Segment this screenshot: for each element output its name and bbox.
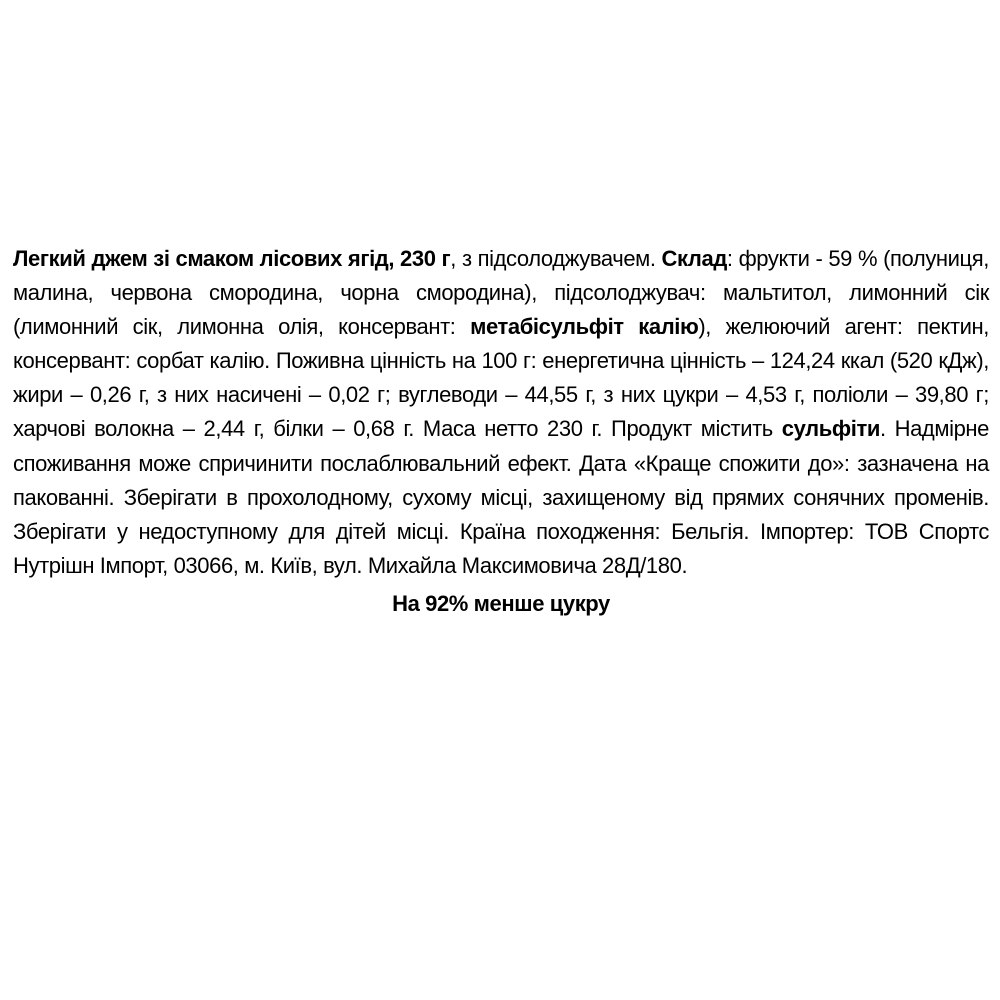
label-text [13,242,989,583]
nutrition-text: ), желюючий агент: пектин, консервант: сорбат калію. Поживна цінність на 100 г: енергетична цінність – 124,24 ккал (520 кДж), жири – 0,26 г, з них насичені – 0,02 г; вуглеводи – 44,55 г, з них цукри – 4,53 г, поліоли – 39,80 г; харчові волокна – 2,44 г, білки – 0,68 г. Маса нетто 230 г. Продукт містить [13,314,989,442]
sugar-claim: На 92% менше цукру [392,590,610,616]
allergen-sulfites: сульфіти [781,416,880,442]
allergen-metabisulfite: метабісульфіт калію [470,314,699,340]
product-name: Легкий джем зі смаком лісових ягід, 230 г [13,246,451,271]
storage-importer-text: . Надмірне споживання може спричинити послаблювальний ефект. Дата «Краще спожити до»: зазначена на пакованні. Зберігати в прохолодному, сухому місці, захищеному від прямих сонячних променів. Зберігати у недоступному для дітей місці. Країна походження: Бельгія. Імпортер: ТОВ Спортс Нутрішн Імпорт, 03066, м. Київ, вул. Михайла Максимовича 28Д/180. [13,416,989,578]
product-descriptor: , з підсолоджувачем. [450,246,662,271]
composition-text: : фрукти - 59 % (полуниця, малина, червона смородина, чорна смородина), підсолоджувач: мальтитол, лимонний сік (лимонний сік, лимонна олія, консервант: [13,246,989,340]
product-label [13,242,989,621]
composition-heading: Склад [661,246,727,271]
